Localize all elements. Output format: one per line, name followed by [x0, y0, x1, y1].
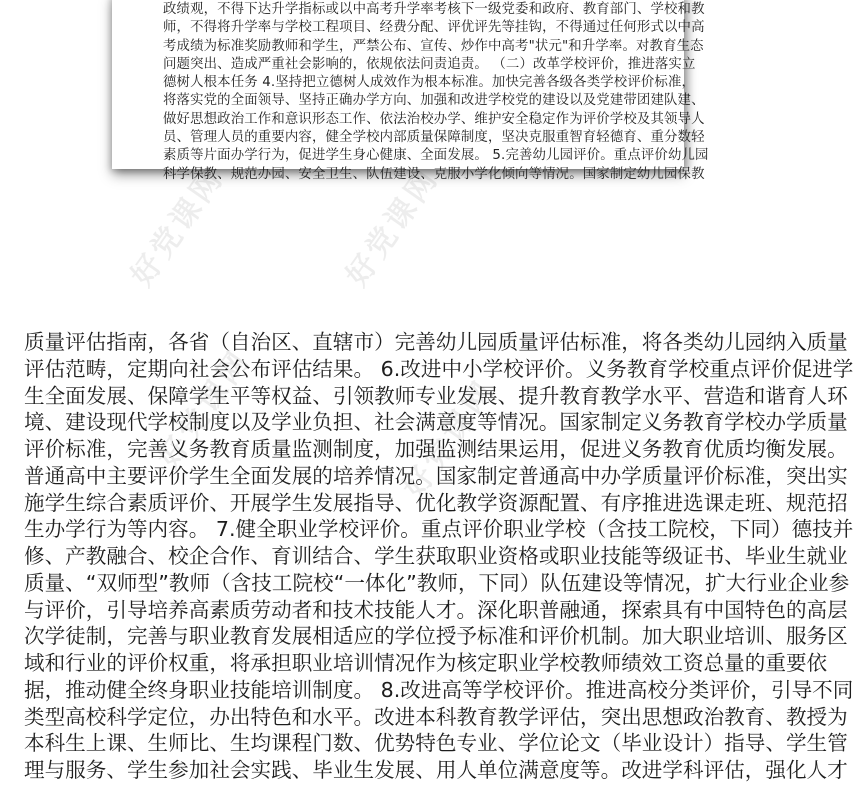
preview-card-text [163, 1, 709, 184]
body-line: 施学生综合素质评价、开展学生发展指导、优化教学资源配置、有序推进选课走班、规范招 [24, 490, 848, 515]
body-line: 理与服务、学生参加社会实践、毕业生发展、用人单位满意度等。改进学科评估，强化人才 [24, 758, 848, 782]
watermark-text: 好党课网 [124, 161, 232, 293]
preview-line: 考成绩为标准奖励教师和学生，严禁公布、宣传、炒作中高考"状元"和升学率。对教育生态 [163, 38, 704, 54]
body-line: 与评价，引导培养高素质劳动者和技术技能人才。深化职普融通，探索具有中国特色的高层 [24, 597, 848, 622]
body-line: 质量评估指南，各省（自治区、直辖市）完善幼儿园质量评估标准，将各类幼儿园纳入质量 [24, 330, 848, 354]
watermark-text: 好党课网 [151, 343, 259, 475]
body-line: 生全面发展、保障学生平等权益、引领教师专业发展、提升教育教学水平、营造和谐育人环 [24, 383, 848, 408]
preview-line: 问题突出、造成严重社会影响的，依规依法问责追责。 （二）改革学校评价，推进落实立 [163, 56, 696, 72]
body-line: 据，推动健全终身职业技能培训制度。 8.改进高等学校评价。推进高校分类评价，引导不同 [24, 677, 853, 702]
watermark-text: 好党课网 [339, 161, 447, 293]
document-body-text [24, 329, 853, 784]
preview-line: 将落实党的全面领导、坚持正确办学方向、加强和改进学校党的建设以及党建带团建队建、 [163, 93, 705, 109]
body-line: 质量、“双师型”教师（含技工院校“一体化”教师，下同）队伍建设等情况，扩大行业企业参 [24, 570, 850, 595]
watermark-text: 好党课网 [396, 373, 504, 505]
preview-line: 做好思想政治工作和意识形态工作、依法治校办学、维护安全稳定作为评价学校及其领导人 [163, 111, 705, 127]
preview-line: 员、管理人员的重要内容，健全学校内部质量保障制度，坚决克服重智育轻德育、重分数轻 [163, 130, 705, 146]
body-line: 本科生上课、生师比、生均课程门数、优势特色专业、学位论文（毕业设计）指导、学生管 [24, 731, 848, 756]
body-line: 境、建设现代学校制度以及学业负担、社会满意度等情况。国家制定义务教育学校办学质量 [24, 410, 848, 435]
body-line: 普通高中主要评价学生全面发展的培养情况。国家制定普通高中办学质量评价标准，突出实 [24, 463, 848, 488]
preview-line: 师，不得将升学率与学校工程项目、经费分配、评优评先等挂钩，不得通过任何形式以中高 [163, 20, 705, 36]
preview-line: 政绩观，不得下达升学指标或以中高考升学率考核下一级党委和政府、教育部门、学校和教 [163, 2, 705, 17]
body-line: 修、产教融合、校企合作、育训结合、学生获取职业资格或职业技能等级证书、毕业生就业 [24, 544, 848, 568]
body-line: 次学徒制，完善与职业教育发展相适应的学位授予标准和评价机制。加大职业培训、服务区 [24, 624, 848, 649]
body-line: 域和行业的评价权重，将承担职业培训情况作为核定职业学校教师绩效工资总量的重要依 [24, 651, 828, 675]
preview-line: 德树人根本任务 4.坚持把立德树人成效作为根本标准。加快完善各级各类学校评价标准， [163, 75, 696, 91]
body-line: 评估范畴，定期向社会公布评估结果。 6.改进中小学校评价。义务教育学校重点评价促进学 [24, 356, 853, 381]
body-line: 生办学行为等内容。 7.健全职业学校评价。重点评价职业学校（含技工院校，下同）德技并 [24, 517, 853, 542]
document-preview-card [112, 0, 709, 182]
body-line: 类型高校科学定位，办出特色和水平。改进本科教育教学评估，突出思想政治教育、教授为 [24, 704, 848, 729]
body-line: 评价标准，完善义务教育质量监测制度，加强监测结果运用，促进义务教育优质均衡发展。 [24, 437, 848, 461]
preview-line: 素质等片面办学行为，促进学生身心健康、全面发展。 5.完善幼儿园评价。重点评价幼儿园 [163, 148, 709, 164]
preview-line: 科学保教、规范办园、安全卫生、队伍建设、克服小学化倾向等情况。国家制定幼儿园保教 [163, 166, 705, 182]
